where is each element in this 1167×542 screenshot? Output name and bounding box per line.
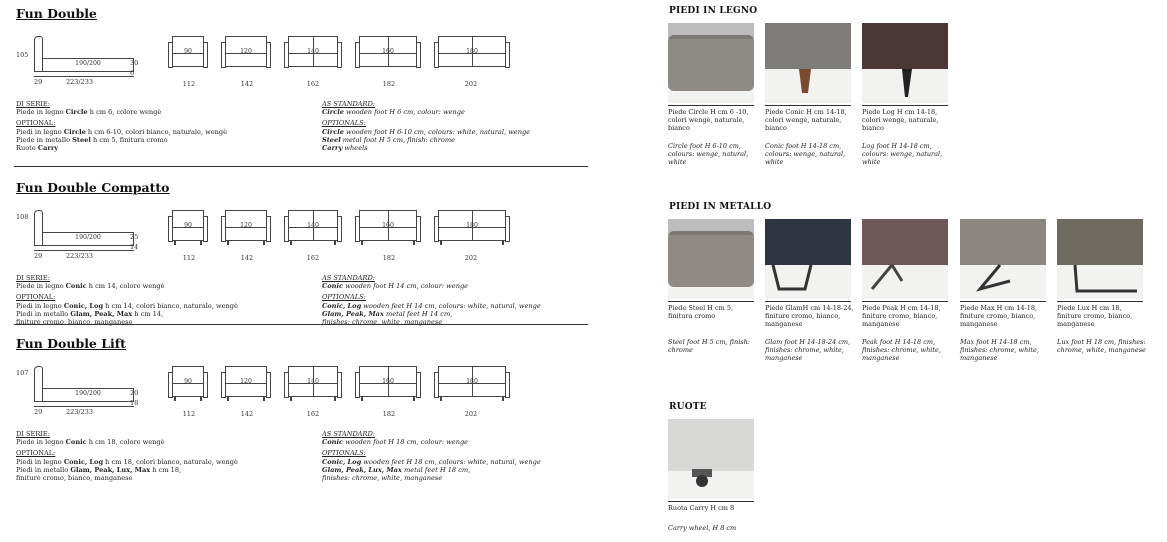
foot-photo <box>668 419 754 499</box>
seat-cushion <box>225 383 267 397</box>
product-section <box>0 178 600 328</box>
sofa-front-view <box>434 210 510 245</box>
note-run: Piedi in legno <box>16 457 64 466</box>
foot-photo <box>765 23 851 103</box>
note-run: Glam, Peak, Lux, Max <box>70 465 151 474</box>
seat-cushion <box>225 53 267 67</box>
sofa-front-view <box>168 36 208 71</box>
depth-label: 223/233 <box>66 78 94 86</box>
product-section <box>0 4 600 154</box>
leg <box>413 397 415 401</box>
foot-caption-en: Glam foot H 14-18-24 cm, finishes: chrome, white, manganese <box>765 338 851 362</box>
foot-caption-it: Piede Lux H cm 18, finiture cromo, bianco, manganese <box>1057 304 1133 328</box>
total-width-label: 112 <box>182 410 196 418</box>
note-run: Circle <box>322 108 344 117</box>
optional-line-it <box>16 474 306 482</box>
foot-photo <box>668 219 754 299</box>
seat-cushion <box>172 383 204 397</box>
width-label: 180 <box>466 48 478 55</box>
standard-line-en <box>322 438 592 446</box>
leg <box>227 241 229 245</box>
leg <box>413 241 415 245</box>
foot-photo-illustration <box>765 219 851 299</box>
note-run: Conic, Log <box>322 457 362 466</box>
total-width-label: 202 <box>464 410 478 418</box>
foot-photo-illustration <box>862 23 948 103</box>
standard-line-en <box>322 108 592 116</box>
note-run: metal foot H 5 cm, finish: chrome <box>340 135 456 144</box>
total-width-label: 182 <box>382 410 396 418</box>
photo-underline <box>862 105 948 106</box>
total-width-label: 162 <box>306 254 320 262</box>
foot-photo-illustration <box>668 23 754 103</box>
standard-line-it <box>16 282 306 290</box>
standard-heading-it: DI SERIE: <box>16 100 50 108</box>
height-dim-2: 18 <box>130 399 139 407</box>
mattress-label: 190/200 <box>75 60 101 67</box>
optional-heading-it: OPTIONAL: <box>16 449 56 458</box>
foot-photo <box>1057 219 1143 299</box>
note-run: Piede in legno <box>16 282 66 291</box>
dimension-line <box>34 250 134 251</box>
note-run: h cm 14, <box>132 309 164 318</box>
section-title: Fun Double Compatto <box>16 180 170 195</box>
sofa-front-view <box>284 366 342 401</box>
foot-photo <box>765 219 851 299</box>
foot-photo <box>862 23 948 103</box>
note-run: Steel <box>322 135 341 144</box>
note-run: h cm 18, <box>150 465 182 474</box>
note-run: finishes: chrome, white, manganese <box>322 318 443 327</box>
note-run: h cm 18, colore wengè <box>86 438 165 447</box>
foot-photo <box>668 23 754 103</box>
photo-underline <box>765 301 851 302</box>
note-run: wooden foot H 14 cm, colour: wenge <box>342 282 469 291</box>
dimension-line <box>34 76 134 77</box>
note-run: Conic <box>322 438 343 447</box>
foot-caption-it: Ruota Carry H cm 8 <box>668 504 735 512</box>
standard-heading-en: AS STANDARD: <box>322 430 375 438</box>
note-run: Piedi in metallo <box>16 465 71 474</box>
total-width-label: 182 <box>382 254 396 262</box>
side-view-drawing <box>14 32 144 86</box>
depth-label: 223/233 <box>66 408 94 416</box>
optional-line-it <box>16 144 306 152</box>
photo-underline <box>862 301 948 302</box>
english-specs <box>322 430 592 482</box>
height-label: 105 <box>16 51 29 59</box>
total-width-label: 142 <box>240 254 254 262</box>
total-width-label: 202 <box>464 254 478 262</box>
note-run: finiture cromo, bianco, manganese <box>16 474 133 483</box>
seat-cushion <box>172 227 204 241</box>
sofa-front-view <box>284 210 342 245</box>
leg <box>334 241 336 245</box>
photo-underline <box>668 105 754 106</box>
optional-line-it <box>16 302 306 310</box>
width-label: 160 <box>382 48 394 55</box>
height-label: 107 <box>16 369 29 377</box>
foot-caption-it: Piede Conic H cm 14-18, colori wengè, naturale, bianco <box>765 108 847 132</box>
note-run: Piede in metallo <box>16 135 73 144</box>
offset-label: 29 <box>34 252 43 260</box>
sofa-front-view <box>434 36 510 71</box>
sofa-front-view <box>221 366 271 401</box>
leg <box>361 241 363 245</box>
total-width-label: 162 <box>306 410 320 418</box>
seat-cushion <box>172 53 204 67</box>
width-label: 90 <box>184 48 192 55</box>
foot-caption-en: Circle foot H 6-10 cm, colours: wenge, natural, white <box>668 142 749 166</box>
note-run: h cm 6-10, colori bianco, naturale, wengè <box>85 127 228 136</box>
note-run: Piedi in legno <box>16 127 64 136</box>
note-run: metal feet H 14 cm, <box>383 309 453 318</box>
optional-line-en <box>322 466 592 474</box>
note-run: Circle <box>65 108 88 117</box>
note-run: Circle <box>322 127 344 136</box>
note-run: Circle <box>63 127 86 136</box>
english-specs <box>322 274 592 326</box>
mattress-label: 190/200 <box>75 390 101 397</box>
note-run: Carry <box>37 144 59 153</box>
optional-heading-it: OPTIONAL: <box>16 119 56 128</box>
optional-line-it <box>16 310 306 318</box>
width-label: 120 <box>240 48 252 55</box>
note-run: Conic, Log <box>63 301 104 310</box>
height-dim-2: 6 <box>130 69 135 77</box>
product-section <box>0 334 600 484</box>
optional-line-en <box>322 128 592 136</box>
leg <box>440 397 442 401</box>
total-width-label: 182 <box>382 80 396 88</box>
leg <box>263 397 265 401</box>
section-divider <box>14 166 588 167</box>
width-label: 90 <box>184 222 192 229</box>
optional-line-en <box>322 474 592 482</box>
width-label: 160 <box>382 222 394 229</box>
section-title: Fun Double <box>16 6 97 21</box>
optional-line-it <box>16 458 306 466</box>
feet-group-title: RUOTE <box>669 402 707 412</box>
foot-caption-en: Log foot H 14-18 cm, colours: wenge, natural, white <box>862 142 943 166</box>
total-width-label: 142 <box>240 410 254 418</box>
standard-line-it <box>16 108 306 116</box>
note-run: wooden foot H 18 cm, colour: wenge <box>342 438 469 447</box>
note-run: Ruote <box>16 144 38 153</box>
note-run: h cm 18, colori bianco, naturale, wengè <box>103 457 238 466</box>
photo-underline <box>1057 301 1143 302</box>
photo-underline <box>765 105 851 106</box>
height-label: 108 <box>16 213 29 221</box>
optional-line-en <box>322 458 592 466</box>
photo-underline <box>668 501 754 502</box>
leg <box>440 241 442 245</box>
note-run: Steel <box>72 135 91 144</box>
leg <box>361 397 363 401</box>
leg <box>502 241 504 245</box>
width-label: 90 <box>184 378 192 385</box>
standard-line-en <box>322 282 592 290</box>
optional-line-en <box>322 310 592 318</box>
optional-line-en <box>322 144 592 152</box>
note-run: Conic, Log <box>63 457 104 466</box>
leg <box>227 397 229 401</box>
leg <box>263 241 265 245</box>
note-run: Glam, Peak, Lux, Max <box>322 465 402 474</box>
width-label: 180 <box>466 378 478 385</box>
foot-photo <box>960 219 1046 299</box>
note-run: h cm 14, colori bianco, naturale, wengè <box>103 301 238 310</box>
width-label: 180 <box>466 222 478 229</box>
foot-caption-it: Piede Max H cm 14-18, finiture cromo, bianco, manganese <box>960 304 1038 328</box>
width-label: 140 <box>307 378 319 385</box>
width-label: 140 <box>307 222 319 229</box>
photo-underline <box>668 301 754 302</box>
leg <box>290 397 292 401</box>
optional-line-it <box>16 466 306 474</box>
width-label: 120 <box>240 378 252 385</box>
optional-heading-en: OPTIONALS: <box>322 449 366 458</box>
optional-heading-en: OPTIONALS: <box>322 293 366 302</box>
leg <box>290 241 292 245</box>
note-run: Conic <box>322 282 343 291</box>
note-run: wheels <box>342 144 368 153</box>
width-label: 120 <box>240 222 252 229</box>
note-run: wooden foot H 6 cm, colour: wenge <box>343 108 465 117</box>
height-dim-1: 25 <box>130 233 139 241</box>
total-width-label: 202 <box>464 80 478 88</box>
foot-caption-en: Carry wheel, H 8 cm <box>668 524 737 532</box>
mattress-label: 190/200 <box>75 234 101 241</box>
note-run: Glam, Peak, Max <box>322 309 384 318</box>
note-run: Piedi in metallo <box>16 309 71 318</box>
foot-caption-it: Piede Circle H cm 6 -10, colori wengè, naturale, bianco <box>668 108 749 132</box>
optional-line-en <box>322 136 592 144</box>
standard-heading-it: DI SERIE: <box>16 274 50 282</box>
sofa-front-view <box>221 210 271 245</box>
seat-cushion <box>225 227 267 241</box>
leg <box>502 397 504 401</box>
note-run: Piede in legno <box>16 108 66 117</box>
sofa-front-view <box>221 36 271 71</box>
foot-photo-illustration <box>668 219 754 299</box>
note-run: h cm 5, finitura cromo <box>90 135 168 144</box>
optional-line-en <box>322 302 592 310</box>
standard-heading-en: AS STANDARD: <box>322 100 375 108</box>
foot-caption-en: Steel foot H 5 cm, finish: chrome <box>668 338 750 354</box>
height-dim-2: 14 <box>130 243 139 251</box>
sofa-front-view <box>168 366 208 401</box>
note-run: wooden feet H 14 cm, colours: white, natural, wenge <box>361 301 541 310</box>
height-dim-1: 30 <box>130 59 139 67</box>
foot-caption-it: Piede GlamH cm 14-18-24, finiture cromo, bianco, manganese <box>765 304 854 328</box>
sofa-front-view <box>355 210 421 245</box>
note-run: finiture cromo, bianco, manganese <box>16 318 133 327</box>
italian-specs <box>16 274 306 326</box>
sofa-front-view <box>434 366 510 401</box>
note-run: Conic <box>65 438 87 447</box>
leg <box>200 397 202 401</box>
section-title: Fun Double Lift <box>16 336 126 351</box>
note-run: wooden foot H 6-10 cm, colours: white, natural, wenge <box>343 127 531 136</box>
dimension-line <box>34 406 134 407</box>
note-run: Piedi in legno <box>16 301 64 310</box>
feet-group-title: PIEDI IN METALLO <box>669 202 772 212</box>
leg <box>334 397 336 401</box>
foot-photo-illustration <box>960 219 1046 299</box>
total-width-label: 112 <box>182 254 196 262</box>
leg <box>200 241 202 245</box>
foot-photo-illustration <box>1057 219 1143 299</box>
sofa-front-view <box>355 36 421 71</box>
depth-label: 223/233 <box>66 252 94 260</box>
offset-label: 29 <box>34 78 43 86</box>
total-width-label: 112 <box>182 80 196 88</box>
sofa-front-view <box>168 210 208 245</box>
note-run: finishes: chrome, white, manganese <box>322 474 443 483</box>
section-divider <box>14 324 588 325</box>
english-specs <box>322 100 592 152</box>
standard-heading-en: AS STANDARD: <box>322 274 375 282</box>
optional-line-it <box>16 128 306 136</box>
note-run: wooden feet H 18 cm, colours: white, natural, wenge <box>361 457 541 466</box>
total-width-label: 142 <box>240 80 254 88</box>
side-view-drawing <box>14 206 144 260</box>
italian-specs <box>16 100 306 152</box>
sofa-front-view <box>355 366 421 401</box>
width-label: 160 <box>382 378 394 385</box>
foot-photo <box>862 219 948 299</box>
note-run: Carry <box>322 144 343 153</box>
height-dim-1: 20 <box>130 389 139 397</box>
foot-caption-en: Peak foot H 14-18 cm, finishes: chrome, white, manganese <box>862 338 941 362</box>
foot-caption-it: Piede Peak H cm 14-18, finiture cromo, bianco, manganese <box>862 304 941 328</box>
foot-photo-illustration <box>668 419 754 499</box>
foot-photo-illustration <box>765 23 851 103</box>
foot-caption-it: Piede Log H cm 14-18, colori wengè, naturale, bianco <box>862 108 939 132</box>
foot-caption-en: Lux foot H 18 cm, finishes: chrome, white, manganese <box>1057 338 1146 354</box>
side-view-drawing <box>14 362 144 416</box>
leg <box>174 241 176 245</box>
note-run: Piede in legno <box>16 438 66 447</box>
foot-caption-en: Max foot H 14-18 cm, finishes: chrome, white, manganese <box>960 338 1039 362</box>
photo-underline <box>960 301 1046 302</box>
width-label: 140 <box>307 48 319 55</box>
leg <box>174 397 176 401</box>
feet-group-title: PIEDI IN LEGNO <box>669 6 758 16</box>
sofa-front-view <box>284 36 342 71</box>
optional-heading-it: OPTIONAL: <box>16 293 56 302</box>
total-width-label: 162 <box>306 80 320 88</box>
note-run: h cm 14, colore wengè <box>86 282 165 291</box>
foot-caption-it: Piede Steel H cm 5, finitura cromo <box>668 304 734 320</box>
foot-caption-en: Conic foot H 14-18 cm, colours: wenge, natural, white <box>765 142 846 166</box>
optional-line-it <box>16 136 306 144</box>
standard-heading-it: DI SERIE: <box>16 430 50 438</box>
optional-heading-en: OPTIONALS: <box>322 119 366 128</box>
standard-line-it <box>16 438 306 446</box>
note-run: Conic <box>65 282 87 291</box>
foot-photo-illustration <box>862 219 948 299</box>
note-run: metal feet H 18 cm, <box>401 465 471 474</box>
offset-label: 29 <box>34 408 43 416</box>
note-run: Glam, Peak, Max <box>70 309 133 318</box>
note-run: h cm 6, colore wengè <box>87 108 162 117</box>
note-run: Conic, Log <box>322 301 362 310</box>
italian-specs <box>16 430 306 482</box>
